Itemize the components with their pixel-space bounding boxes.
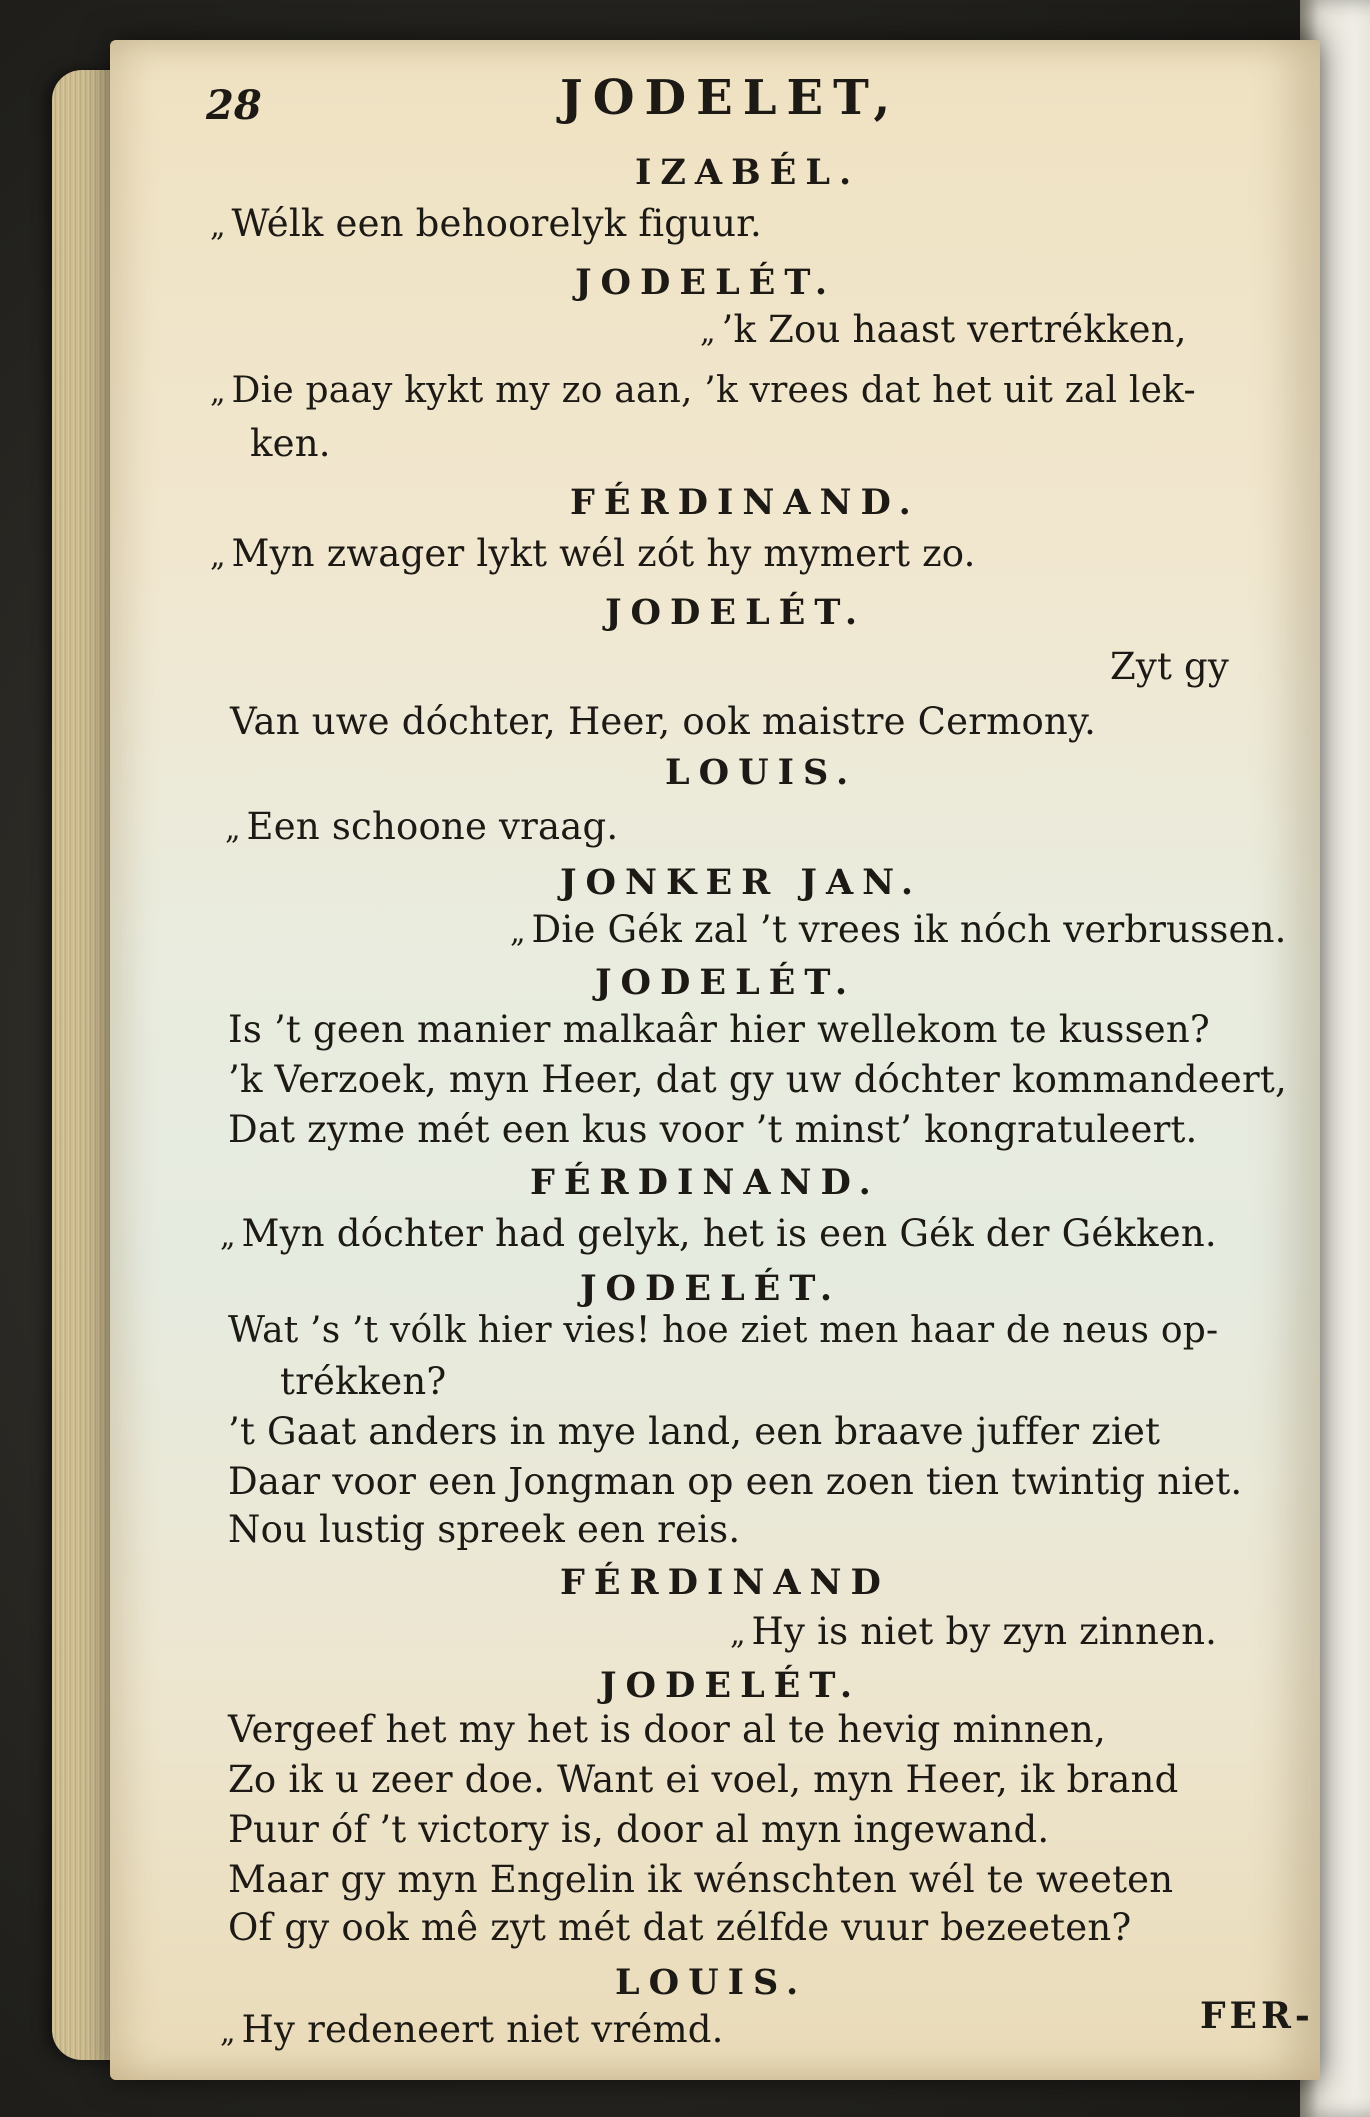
verse-line: Daar voor een Jongman op een zoen tien twintig niet. xyxy=(228,1460,1243,1503)
verse-line: Dat zyme mét een kus voor ’t minst’ kongratuleert. xyxy=(228,1108,1198,1151)
page-content xyxy=(110,40,1320,2080)
speaker-heading: JODELÉT. xyxy=(605,592,867,633)
speaker-heading: JODELÉT. xyxy=(580,1268,842,1309)
verse-line: „ Die paay kykt my zo aan, ’k vrees dat het uit zal lek- xyxy=(210,370,1196,411)
speaker-heading: LOUIS. xyxy=(615,1962,808,2003)
speaker-heading: LOUIS. xyxy=(665,752,858,793)
speaker-heading: FÉRDINAND. xyxy=(570,482,920,523)
verse-line: Is ’t geen manier malkaâr hier wellekom te kussen? xyxy=(228,1008,1210,1051)
speaker-heading: IZABÉL. xyxy=(635,152,861,193)
verse-line: Vergeef het my het is door al te hevig minnen, xyxy=(228,1708,1106,1751)
verse-line: Of gy ook mê zyt mét dat zélfde vuur bezeeten? xyxy=(228,1906,1132,1949)
speaker-heading: JODELÉT. xyxy=(575,262,837,303)
verse-line: Nou lustig spreek een reis. xyxy=(228,1508,741,1551)
verse-line: „ Wélk een behoorelyk figuur. xyxy=(210,202,762,245)
verse-line: „ ’k Zou haast vertrékken, xyxy=(700,308,1187,351)
verse-line: Zo ik u zeer doe. Want ei voel, myn Heer, ik brand xyxy=(228,1758,1179,1801)
catchword: FER- xyxy=(1200,1995,1314,2037)
verse-line: „ Die Gék zal ’t vrees ik nóch verbrussen. xyxy=(510,908,1287,951)
speaker-heading: FÉRDINAND xyxy=(560,1562,890,1603)
speaker-heading: JODELÉT. xyxy=(595,962,857,1003)
verse-line: „ Hy is niet by zyn zinnen. xyxy=(730,1610,1218,1653)
verse-line: trékken? xyxy=(280,1360,447,1403)
verse-line: ken. xyxy=(250,422,331,465)
speaker-heading: JODELÉT. xyxy=(600,1665,862,1706)
verse-line: Zyt gy xyxy=(1110,645,1230,688)
verse-line: „ Myn dóchter had gelyk, het is een Gék der Gékken. xyxy=(220,1212,1217,1255)
speaker-heading: FÉRDINAND. xyxy=(530,1162,880,1203)
verse-line: Maar gy myn Engelin ik wénschten wél te weeten xyxy=(228,1858,1174,1901)
verse-line: „ Myn zwager lykt wél zót hy mymert zo. xyxy=(210,532,976,575)
verse-line: Wat ’s ’t vólk hier vies! hoe ziet men haar de neus op- xyxy=(228,1310,1219,1351)
running-title: JODELET, xyxy=(560,70,901,126)
verse-line: ’k Verzoek, myn Heer, dat gy uw dóchter kommandeert, xyxy=(228,1058,1287,1101)
verse-line: „ Een schoone vraag. xyxy=(225,805,619,848)
verse-line: Van uwe dóchter, Heer, ook maistre Cermony. xyxy=(230,700,1097,743)
verse-line: „ Hy redeneert niet vrémd. xyxy=(220,2008,724,2051)
verse-line: ’t Gaat anders in mye land, een braave juffer ziet xyxy=(228,1410,1161,1453)
speaker-heading: JONKER JAN. xyxy=(560,862,923,903)
verse-line: Puur óf ’t victory is, door al myn ingewand. xyxy=(228,1808,1050,1851)
page-number: 28 xyxy=(206,82,262,129)
